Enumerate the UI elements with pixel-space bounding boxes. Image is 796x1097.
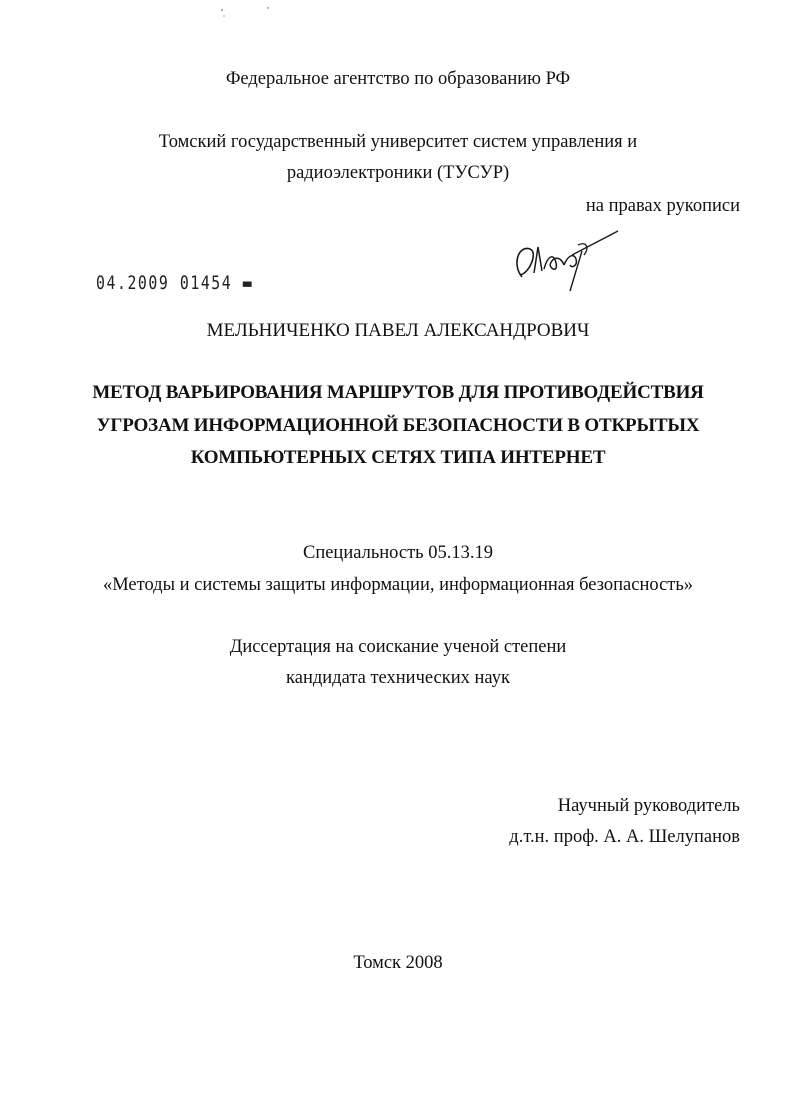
university-line-2: радиоэлектроники (ТУСУР) bbox=[286, 163, 510, 183]
stamp-mark: ▬ bbox=[232, 272, 254, 294]
stamp-number: 04.2009 01454 bbox=[96, 272, 233, 294]
degree-line-1: Диссертация на соискание ученой степени bbox=[229, 637, 567, 657]
supervisor-name: д.т.н. проф. А. А. Шелупанов bbox=[509, 827, 740, 847]
specialty-name: «Методы и системы защиты информации, информационная безопасность» bbox=[102, 575, 694, 595]
title-line-3: КОМПЬЮТЕРНЫХ СЕТЯХ ТИПА ИНТЕРНЕТ bbox=[190, 447, 606, 468]
scan-specks-icon bbox=[210, 4, 280, 22]
agency-line: Федеральное агентство по образованию РФ bbox=[225, 69, 571, 89]
title-line-2: УГРОЗАМ ИНФОРМАЦИОННОЙ БЕЗОПАСНОСТИ В ОТКРЫТЫХ bbox=[96, 415, 700, 436]
signature-icon bbox=[508, 225, 628, 295]
university-line-1: Томский государственный университет систем управления и bbox=[158, 132, 638, 152]
city-year: Томск 2008 bbox=[353, 953, 443, 973]
supervisor-label: Научный руководитель bbox=[557, 796, 740, 816]
degree-line-2: кандидата технических наук bbox=[286, 668, 510, 688]
registration-stamp bbox=[96, 272, 253, 294]
title-line-1: МЕТОД ВАРЬИРОВАНИЯ МАРШРУТОВ ДЛЯ ПРОТИВОДЕЙСТВИЯ bbox=[92, 382, 704, 403]
author-name: МЕЛЬНИЧЕНКО ПАВЕЛ АЛЕКСАНДРОВИЧ bbox=[206, 320, 590, 341]
manuscript-note: на правах рукописи bbox=[585, 196, 740, 216]
specialty-code: Специальность 05.13.19 bbox=[302, 543, 493, 563]
